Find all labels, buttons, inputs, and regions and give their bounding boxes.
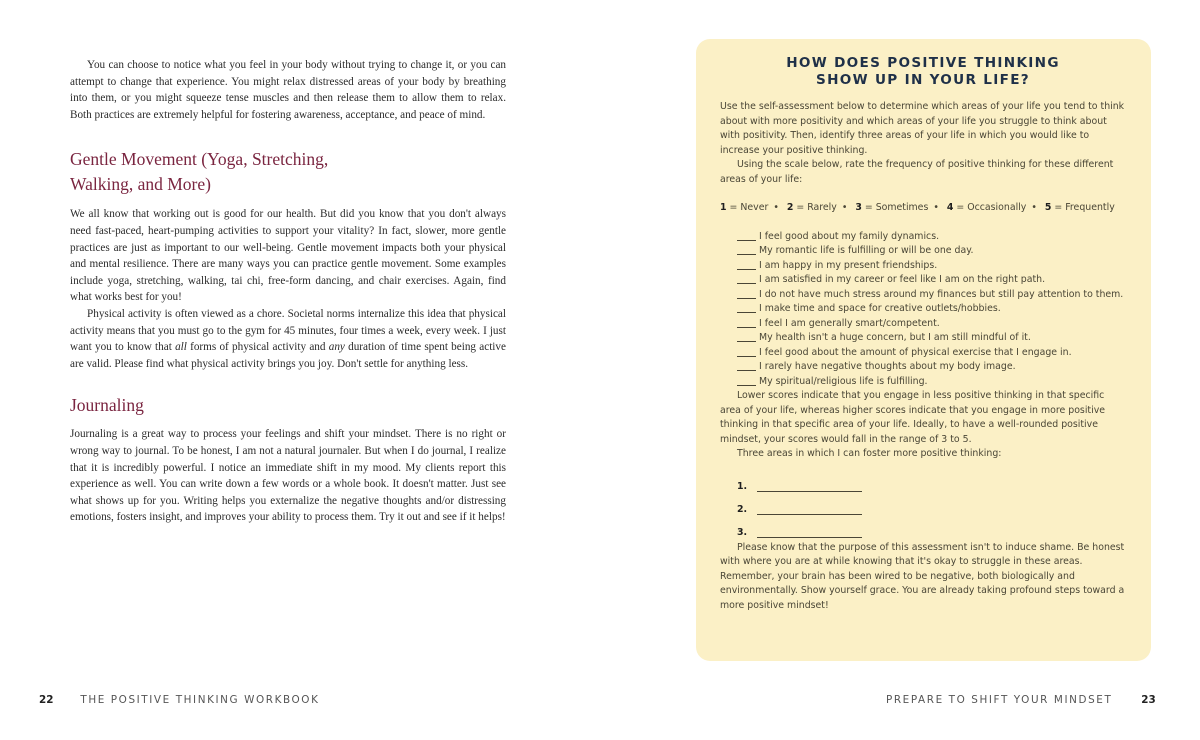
scale-label: Sometimes (875, 202, 929, 213)
rating-blank[interactable] (737, 331, 756, 342)
scale-num: 5 (1044, 202, 1052, 213)
scale-num: 1 (720, 202, 727, 213)
journaling-paragraph: Journaling is a great way to process your feelings and shift your mindset. There is no right or wrong way to journal. To be honest, I am not a natural journaler. But when I do journal, I realize that it is incredibly powerful. I notice an immediate shift in my mood. My clients report this experience as well. You can write down a few words or a whole book. It doesn't matter. Just see what shows up for you. Writing helps you externalize the negative thoughts and/or distressing emotions, fosters insight, and improves your ability to process them. Try it out and see if it helps! (70, 428, 506, 524)
item-text: I feel good about my family dynamics. (759, 230, 940, 242)
assessment-items (720, 230, 1126, 390)
item-text: I rarely have negative thoughts about my body image. (759, 361, 1016, 372)
scale-num: 2 (786, 202, 794, 213)
scale-label: Never (740, 202, 769, 213)
rating-blank[interactable] (737, 302, 756, 313)
three-areas-list (720, 472, 1126, 541)
scale-label: Rarely (807, 202, 837, 213)
list-item (737, 288, 1126, 303)
rating-blank[interactable] (737, 360, 756, 371)
list-item (737, 317, 1126, 332)
gentle-movement-heading: Gentle Movement (Yoga, Stretching, Walking, and More) (70, 149, 329, 195)
box-content (720, 55, 1126, 613)
area-number: 2. (737, 504, 748, 515)
box-intro-2: Using the scale below, rate the frequency of positive thinking for these different areas of your life: (720, 159, 1114, 185)
scale-num: 4 (946, 202, 954, 213)
item-text: I feel I am generally smart/competent. (759, 317, 940, 329)
page-number-left: 22 (39, 694, 54, 706)
item-text: I am happy in my present friendships. (759, 259, 938, 271)
scale-label: Occasionally (967, 202, 1027, 213)
emphasis-all: all (175, 341, 187, 354)
list-item (737, 346, 1126, 361)
area-row (737, 472, 1126, 495)
emphasis-any: any (328, 341, 345, 354)
journaling-heading: Journaling (70, 395, 144, 416)
right-footer (886, 694, 1156, 706)
paragraph-text: duration of time spent being active are valid. Please find what physical activity brings you joy. Don't settle for anything less. (70, 341, 506, 370)
list-item (737, 244, 1126, 259)
area-blank-line[interactable] (757, 482, 862, 492)
intro-paragraph: You can choose to notice what you feel in your body without trying to change it, or you can attempt to change that experience. You might relax distressed areas of your body by breathing into them, or you might squeeze tense muscles and then release them to allow them to relax. Both practices are extremely helpful for fostering awareness, acceptance, and peace of mind. (70, 59, 506, 121)
right-page (600, 0, 1200, 740)
item-text: I feel good about the amount of physical exercise that I engage in. (759, 346, 1072, 358)
rating-blank[interactable] (737, 259, 756, 270)
rating-scale: 1 = Never • 2 = Rarely • 3 = Sometimes • 4 = Occasionally • 5 = Frequently (720, 202, 1115, 213)
rating-blank[interactable] (737, 288, 756, 299)
item-text: I make time and space for creative outlets/hobbies. (759, 303, 1001, 314)
section-title: PREPARE TO SHIFT YOUR MINDSET (886, 694, 1113, 706)
item-text: My romantic life is fulfilling or will be one day. (759, 245, 974, 256)
left-footer (39, 694, 320, 706)
list-item (737, 360, 1126, 375)
box-title (720, 55, 1126, 89)
item-text: My spiritual/religious life is fulfilling. (759, 375, 928, 387)
closing-paragraph: Please know that the purpose of this assessment isn't to induce shame. Be honest with where you are at while knowing that it's okay to struggle in these areas. Remember, your brain has been wired to be negative, both biologically and environmentally. Show yourself grace. You are already taking profound steps toward a more positive mindset! (720, 541, 1125, 611)
box-title-line-1: HOW DOES POSITIVE THINKING (786, 55, 1060, 71)
rating-blank[interactable] (737, 346, 756, 357)
paragraph-text: Physical activity is often viewed as a chore. Societal norms internalize this idea that physical activity means that you must go to the gym for 45 minutes, four times a week, every week. I just want you to know that (70, 307, 506, 354)
scale-label: Frequently (1065, 202, 1115, 213)
list-item (737, 331, 1126, 346)
list-item (737, 259, 1126, 274)
three-areas-prompt: Three areas in which I can foster more positive thinking: (737, 448, 1002, 459)
list-item (737, 302, 1126, 317)
left-body (70, 57, 506, 526)
area-number: 3. (737, 527, 748, 538)
box-title-line-2: SHOW UP IN YOUR LIFE? (816, 72, 1030, 88)
area-blank-line[interactable] (757, 528, 862, 538)
rating-blank[interactable] (737, 230, 756, 241)
rating-blank[interactable] (737, 273, 756, 284)
paragraph-text: forms of physical activity and (186, 341, 329, 354)
rating-blank[interactable] (737, 317, 756, 328)
item-text: My health isn't a huge concern, but I am still mindful of it. (759, 332, 1031, 343)
list-item (737, 273, 1126, 288)
box-intro-1: Use the self-assessment below to determine which areas of your life you tend to think about with more positivity and which areas of your life you struggle to think about with positivity. Then, identify three areas of your life in which you would like to increase your positive thinking. (720, 101, 1125, 156)
rating-blank[interactable] (737, 375, 756, 386)
gentle-movement-paragraph-2 (70, 306, 506, 372)
self-assessment-box (696, 39, 1151, 661)
book-title: THE POSITIVE THINKING WORKBOOK (80, 694, 320, 706)
area-row (737, 495, 1126, 518)
list-item (737, 230, 1126, 245)
item-text: I do not have much stress around my finances but still pay attention to them. (759, 288, 1124, 300)
item-text: I am satisfied in my career or feel like I am on the right path. (759, 274, 1046, 285)
list-item (737, 375, 1126, 390)
area-blank-line[interactable] (757, 505, 862, 515)
area-row (737, 518, 1126, 541)
lower-scores-paragraph: Lower scores indicate that you engage in less positive thinking in that specific area of your life, whereas higher scores indicate that you engage in more positive thinking in that specific area of your life. Ideally, to have a well-rounded positive mindset, your scores would fall in the range of 3 to 5. (720, 390, 1106, 445)
rating-blank[interactable] (737, 244, 756, 255)
scale-num: 3 (855, 202, 862, 213)
gentle-movement-paragraph-1: We all know that working out is good for our health. But did you know that you don't always need fast-paced, heart-pumping activities to support your vitality? In fact, slower, more gentle practices are just as important to our well-being. Gentle movement impacts both your physical and mental resilience. There are many ways you can practice gentle movement. Some examples include yoga, stretching, walking, tai chi, free-form dancing, and chair exercises. Again, find what works best for you! (70, 208, 506, 304)
area-number: 1. (737, 481, 748, 492)
page-number-right: 23 (1141, 694, 1156, 706)
